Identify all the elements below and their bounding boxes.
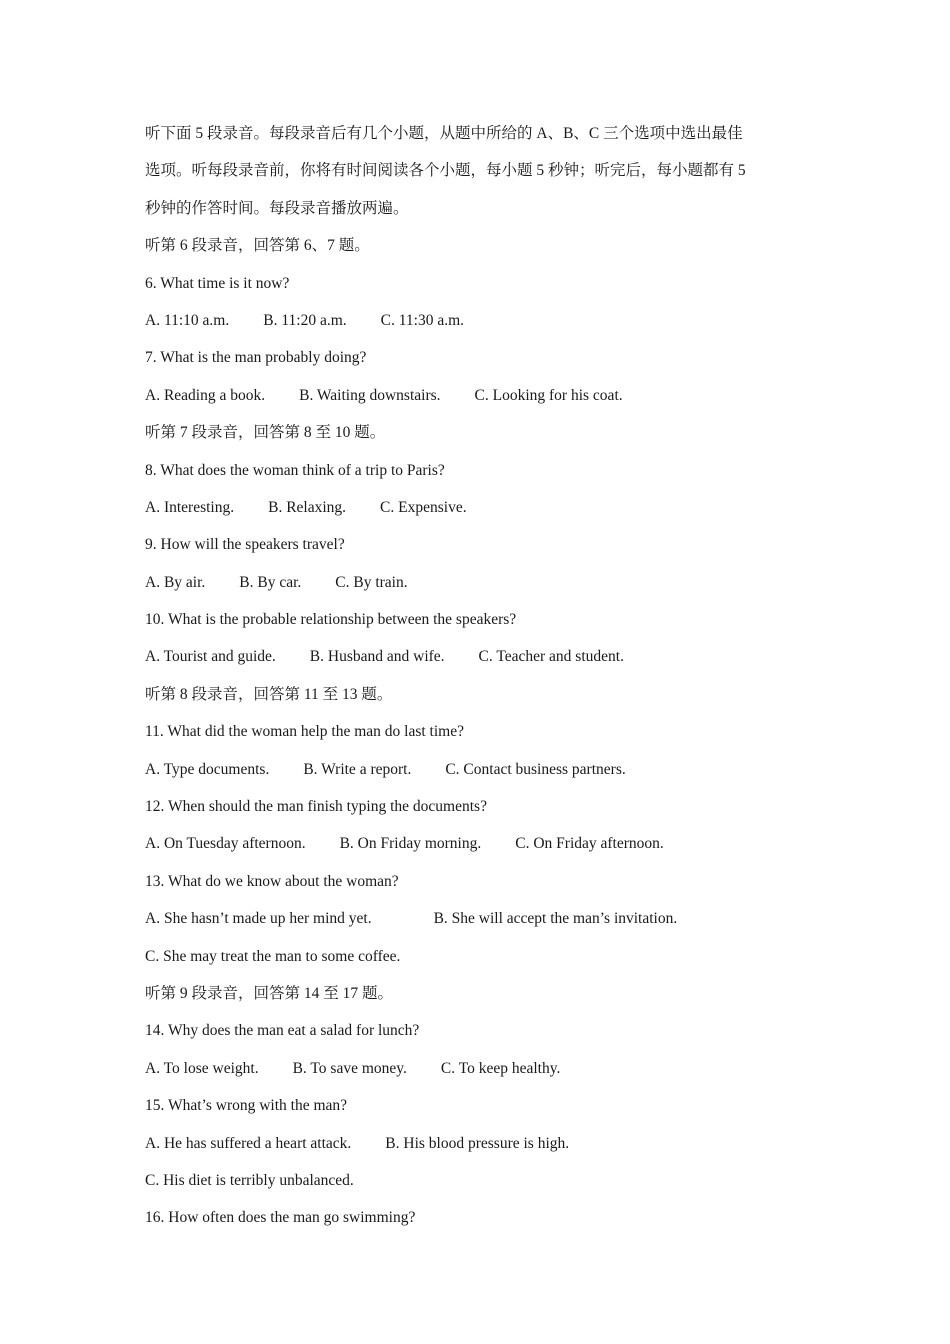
option-a: A. Interesting.: [145, 498, 235, 516]
options-15-continued: [145, 1162, 805, 1199]
question-8: 8. What does the woman think of a trip to Paris?: [145, 461, 445, 479]
options-14: [145, 1050, 805, 1087]
question-13: 13. What do we know about the woman?: [145, 872, 399, 890]
option-a: A. She hasn’t made up her mind yet.: [145, 910, 372, 928]
option-c: C. 11:30 a.m.: [380, 311, 465, 329]
option-b: B. She will accept the man’s invitation.: [433, 910, 678, 928]
option-b: B. On Friday morning.: [339, 835, 482, 853]
option-b: B. His blood pressure is high.: [385, 1134, 570, 1152]
option-b: B. To save money.: [292, 1059, 407, 1077]
question-7: 7. What is the man probably doing?: [145, 349, 367, 367]
option-c: C. She may treat the man to some coffee.: [145, 947, 401, 965]
instructions-line: 听下面 5 段录音。每段录音后有几个小题，从题中所给的 A、B、C 三个选项中选出最佳: [145, 125, 743, 142]
question-6: 6. What time is it now?: [145, 274, 290, 292]
option-a: A. On Tuesday afternoon.: [145, 835, 306, 853]
question-15: 15. What’s wrong with the man?: [145, 1097, 348, 1115]
section-heading-9: 听第 9 段录音，回答第 14 至 17 题。: [145, 984, 394, 1002]
instructions-line: 秒钟的作答时间。每段录音播放两遍。: [145, 199, 409, 217]
option-c: C. Teacher and student.: [478, 648, 624, 666]
option-c: C. By train.: [335, 573, 408, 591]
options-11: [145, 751, 805, 788]
option-a: A. He has suffered a heart attack.: [145, 1134, 352, 1152]
option-b: B. Relaxing.: [268, 498, 347, 516]
options-13: [145, 900, 805, 937]
question-9: 9. How will the speakers travel?: [145, 536, 345, 554]
option-c: C. His diet is terribly unbalanced.: [145, 1171, 354, 1189]
options-9: [145, 564, 805, 601]
exam-page: [145, 115, 805, 1237]
options-15: [145, 1125, 805, 1162]
question-12: 12. When should the man finish typing the documents?: [145, 798, 487, 816]
question-11: 11. What did the woman help the man do last time?: [145, 723, 464, 741]
question-10: 10. What is the probable relationship between the speakers?: [145, 611, 517, 629]
section-heading-6: 听第 6 段录音，回答第 6、7 题。: [145, 237, 370, 255]
options-8: [145, 489, 805, 526]
option-a: A. By air.: [145, 573, 206, 591]
option-b: B. 11:20 a.m.: [263, 311, 347, 329]
instructions-line: 选项。听每段录音前，你将有时间阅读各个小题，每小题 5 秒钟；听完后，每小题都有 5: [145, 162, 746, 180]
options-13-continued: [145, 938, 805, 975]
option-a: A. To lose weight.: [145, 1059, 259, 1077]
question-14: 14. Why does the man eat a salad for lunch?: [145, 1022, 420, 1040]
section-heading-7: 听第 7 段录音，回答第 8 至 10 题。: [145, 424, 386, 442]
option-b: B. Waiting downstairs.: [299, 386, 441, 404]
options-7: [145, 377, 805, 414]
options-10: [145, 638, 805, 675]
option-a: A. 11:10 a.m.: [145, 311, 230, 329]
option-c: C. Expensive.: [380, 498, 467, 516]
options-12: [145, 825, 805, 862]
option-b: B. Husband and wife.: [309, 648, 445, 666]
option-c: C. On Friday afternoon.: [515, 835, 664, 853]
option-b: B. Write a report.: [303, 760, 412, 778]
options-6: [145, 302, 805, 339]
option-c: C. Contact business partners.: [445, 760, 626, 778]
section-heading-8: 听第 8 段录音，回答第 11 至 13 题。: [145, 685, 393, 703]
option-b: B. By car.: [239, 573, 302, 591]
option-a: A. Type documents.: [145, 760, 270, 778]
option-a: A. Reading a book.: [145, 386, 266, 404]
option-c: C. To keep healthy.: [440, 1059, 561, 1077]
question-16: 16. How often does the man go swimming?: [145, 1209, 416, 1227]
option-a: A. Tourist and guide.: [145, 648, 276, 666]
option-c: C. Looking for his coat.: [474, 386, 623, 404]
